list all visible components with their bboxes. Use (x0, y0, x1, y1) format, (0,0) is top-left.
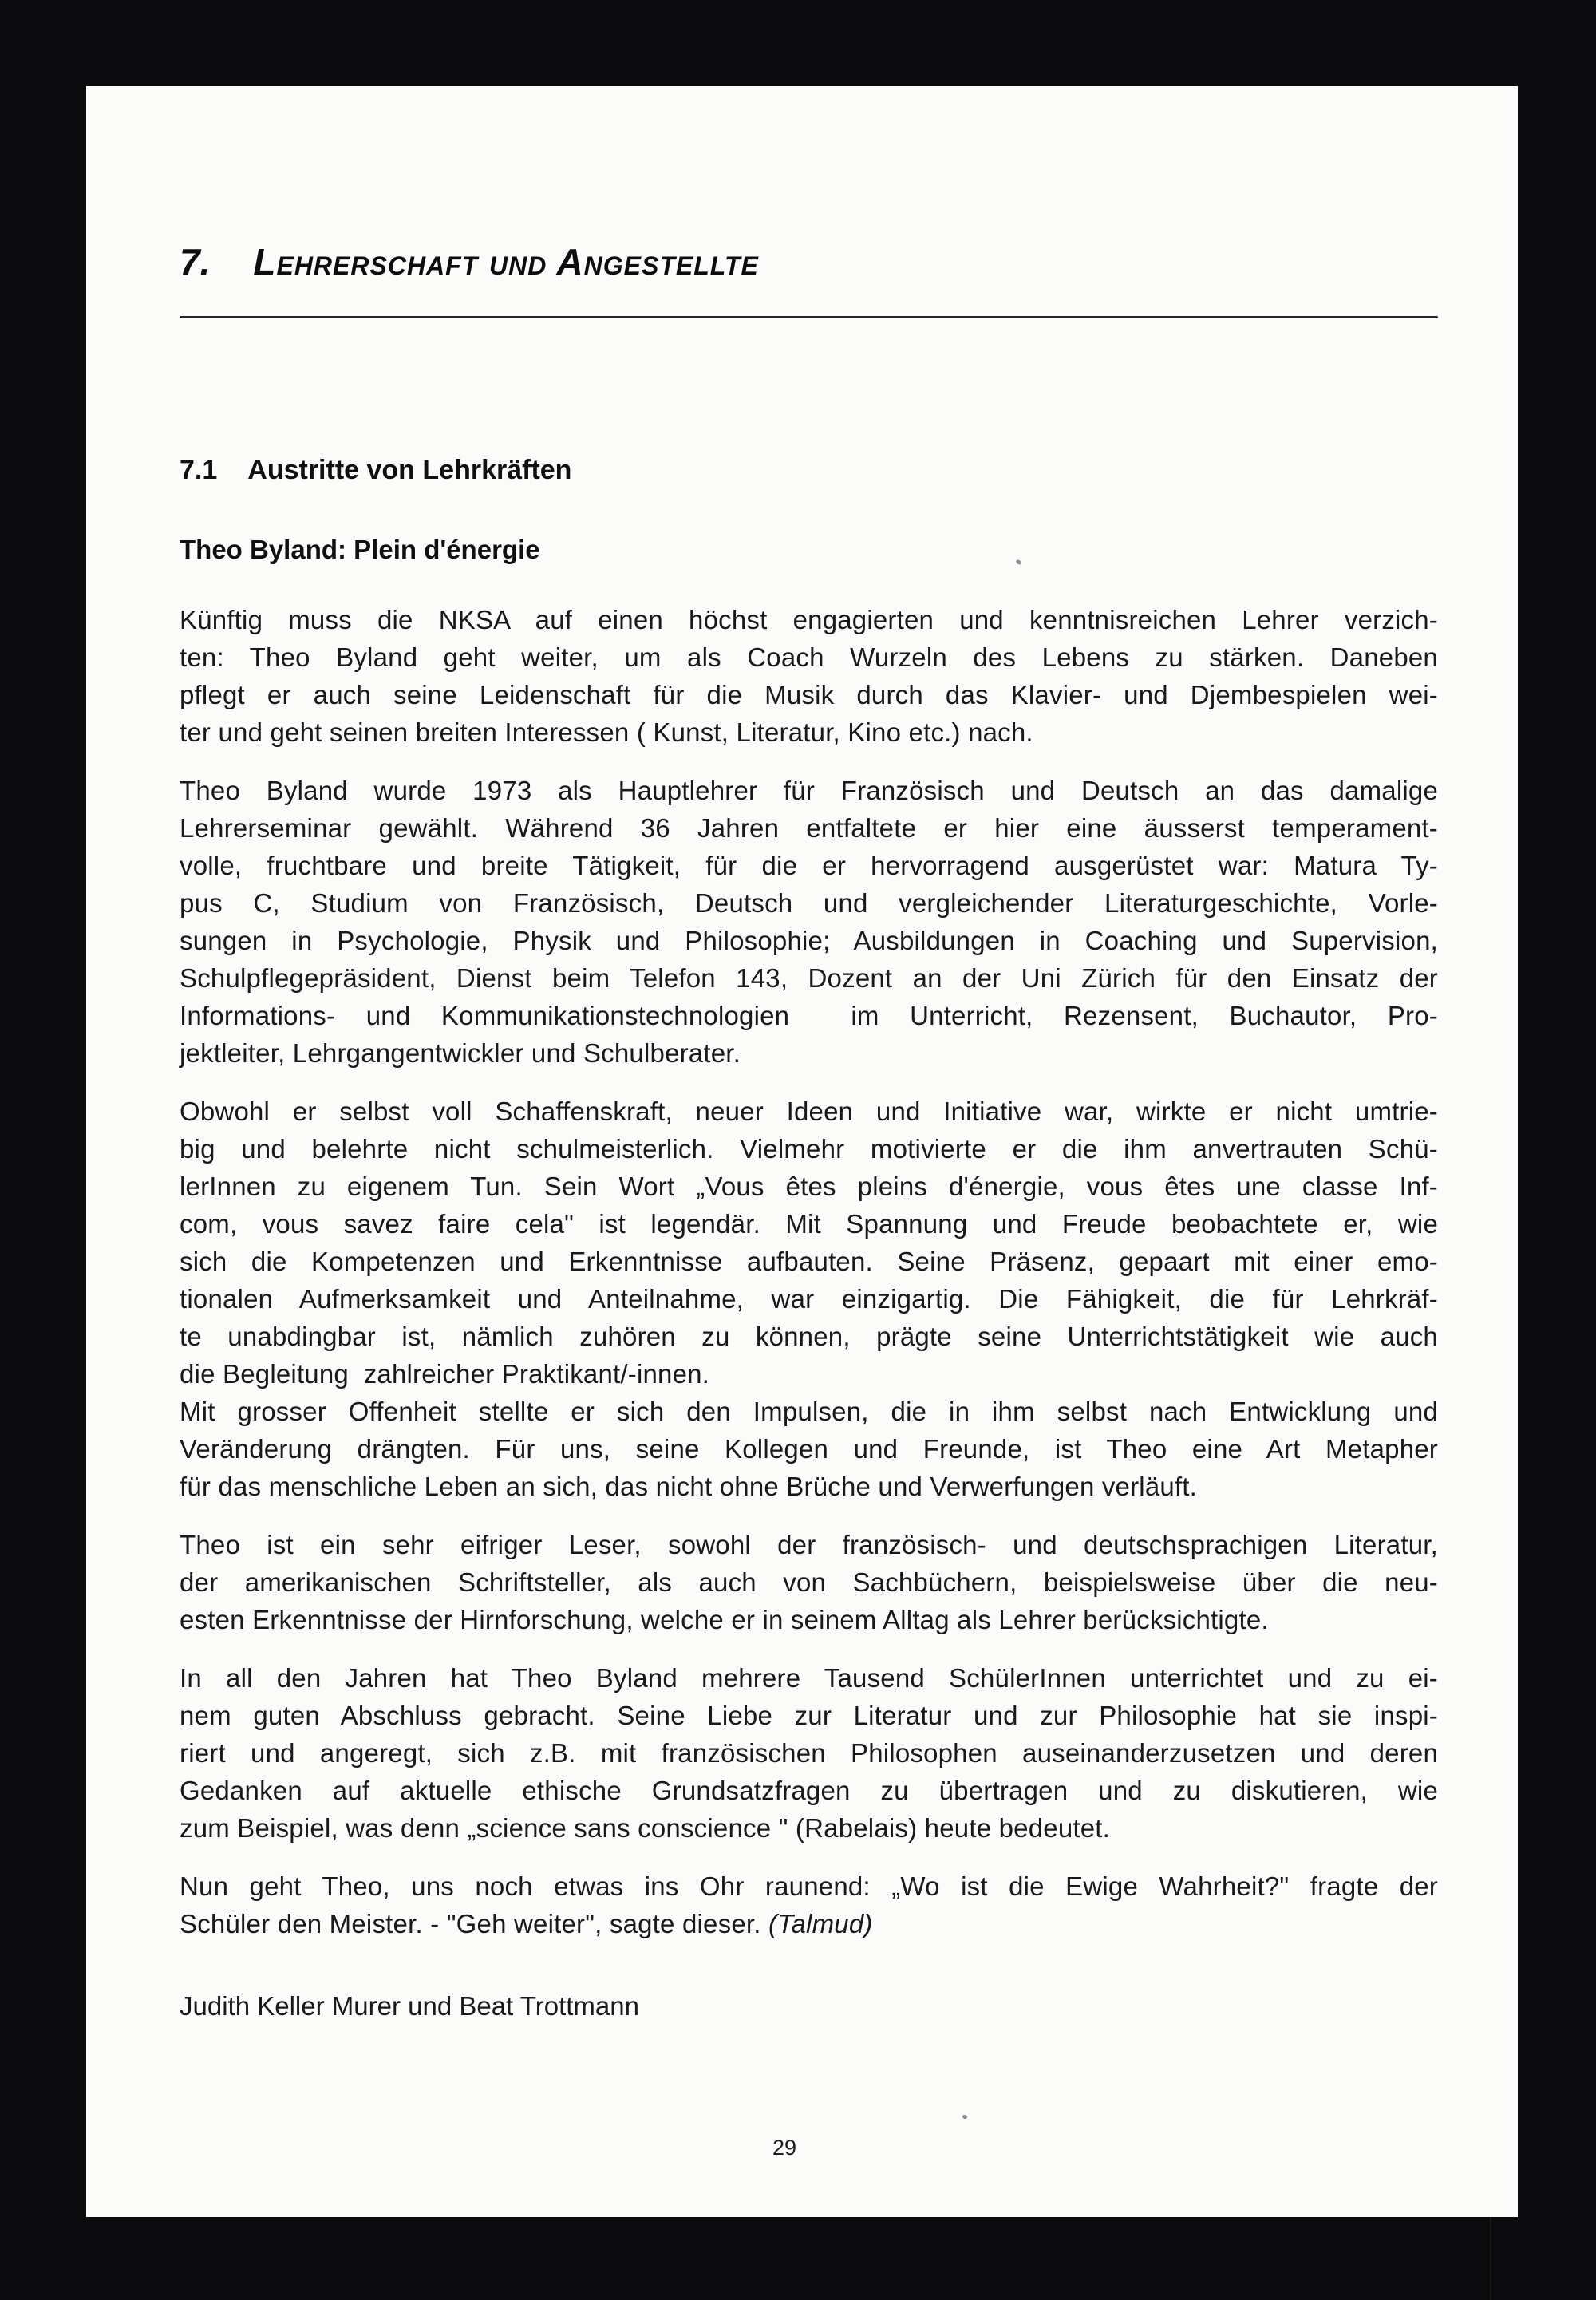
text-line: Nun geht Theo, uns noch etwas ins Ohr raunend: „Wo ist die Ewige Wahrheit?" fragte der (180, 1871, 1438, 1901)
text-line: Lehrerseminar gewählt. Während 36 Jahren entfaltete er hier eine äusserst temperament- (180, 813, 1438, 843)
section-heading (180, 452, 1438, 488)
text-line: Theo ist ein sehr eifriger Leser, sowohl der französisch- und deutschsprachigen Literatur, (180, 1530, 1438, 1559)
chapter-title: Lehrerschaft und Angestellte (253, 241, 759, 283)
text-line: tionalen Aufmerksamkeit und Anteilnahme, war einzigartig. Die Fähigkeit, die für Lehrkräf- (180, 1284, 1438, 1314)
title-underline (180, 316, 1438, 318)
text-line: Theo Byland wurde 1973 als Hauptlehrer für Französisch und Deutsch an das damalige (180, 776, 1438, 805)
document-sheet (86, 86, 1518, 2217)
text-line: jektleiter, Lehrgangentwickler und Schulberater. (180, 1038, 741, 1068)
text-line: für das menschliche Leben an sich, das nicht ohne Brüche und Verwerfungen verläuft. (180, 1472, 1198, 1501)
text-line: In all den Jahren hat Theo Byland mehrere Tausend SchülerInnen unterrichtet und zu ei- (180, 1663, 1438, 1693)
text-line: zum Beispiel, was denn „science sans conscience " (Rabelais) heute bedeutet. (180, 1813, 1111, 1843)
text-line: Obwohl er selbst voll Schaffenskraft, neuer Ideen und Initiative war, wirkte er nicht umtrie- (180, 1097, 1438, 1126)
text-line: Gedanken auf aktuelle ethische Grundsatzfragen zu übertragen und zu diskutieren, wie (180, 1776, 1438, 1805)
signature: Judith Keller Murer und Beat Trottmann (180, 1991, 639, 2021)
section-number: 7.1 (180, 455, 218, 485)
text-line: nem guten Abschluss gebracht. Seine Liebe zur Literatur und zur Philosophie hat sie inspi- (180, 1701, 1438, 1730)
text-line: te unabdingbar ist, nämlich zuhören zu können, prägte seine Unterrichtstätigkeit wie auch (180, 1322, 1438, 1351)
closing-paragraph (180, 1867, 1438, 1942)
text-line: ten: Theo Byland geht weiter, um als Coach Wurzeln des Lebens zu stärken. Daneben (180, 642, 1438, 672)
text-line: lerInnen zu eigenem Tun. Sein Wort „Vous êtes pleins d'énergie, vous êtes une classe Inf- (180, 1172, 1438, 1201)
text-line: Künftig muss die NKSA auf einen höchst engagierten und kenntnisreichen Lehrer verzich- (180, 605, 1438, 634)
article-heading: Theo Byland: Plein d'énergie (180, 535, 540, 564)
section-title: Austritte von Lehrkräften (247, 455, 572, 485)
closing-attribution: (Talmud) (768, 1909, 873, 1938)
scan-crease (1490, 2217, 1491, 2300)
text-line (180, 1905, 1438, 1942)
text-line: der amerikanischen Schriftsteller, als auch von Sachbüchern, beispielsweise über die neu- (180, 1567, 1438, 1597)
text-line: sich die Kompetenzen und Erkenntnisse aufbauten. Seine Präsenz, gepaart mit einer emo- (180, 1247, 1438, 1276)
paragraph-2 (180, 772, 1438, 1072)
text-line: volle, fruchtbare und breite Tätigkeit, für die er hervorragend ausgerüstet war: Matura Ty- (180, 851, 1438, 880)
text-line: ter und geht seinen breiten Interessen ( Kunst, Literatur, Kino etc.) nach. (180, 717, 1033, 747)
paragraph-4 (180, 1526, 1438, 1638)
text-line: big und belehrte nicht schulmeisterlich. Vielmehr motivierte er die ihm anvertrauten Schü- (180, 1134, 1438, 1164)
text-line: Veränderung drängten. Für uns, seine Kollegen und Freunde, ist Theo eine Art Metapher (180, 1434, 1438, 1464)
paragraph-1 (180, 601, 1438, 751)
text-line: Mit grosser Offenheit stellte er sich den Impulsen, die in ihm selbst nach Entwicklung und (180, 1397, 1438, 1426)
page-number: 29 (772, 2136, 797, 2160)
text-line: sungen in Psychologie, Physik und Philosophie; Ausbildungen in Coaching und Supervision, (180, 926, 1438, 955)
text-line: Informations- und Kommunikationstechnologien im Unterricht, Rezensent, Buchautor, Pro- (180, 1001, 1438, 1030)
text-line: riert und angeregt, sich z.B. mit französischen Philosophen auseinanderzusetzen und deren (180, 1738, 1438, 1768)
text-line: die Begleitung zahlreicher Praktikant/-innen. (180, 1359, 710, 1389)
text-line: com, vous savez faire cela" ist legendär. Mit Spannung und Freude beobachtete er, wie (180, 1209, 1438, 1239)
chapter-heading (180, 239, 1438, 284)
closing-text: Schüler den Meister. - "Geh weiter", sagte dieser. (180, 1909, 768, 1938)
text-line: pus C, Studium von Französisch, Deutsch und vergleichender Literaturgeschichte, Vorle- (180, 888, 1438, 918)
paragraph-5 (180, 1659, 1438, 1847)
text-line: pflegt er auch seine Leidenschaft für die Musik durch das Klavier- und Djembespielen wei- (180, 680, 1438, 709)
chapter-number: 7. (180, 241, 211, 283)
page-content (86, 239, 1518, 2025)
paragraph-3 (180, 1093, 1438, 1505)
text-line: esten Erkenntnisse der Hirnforschung, welche er in seinem Alltag als Lehrer berücksichtigte. (180, 1605, 1269, 1634)
text-line: Schulpflegepräsident, Dienst beim Telefon 143, Dozent an der Uni Zürich für den Einsatz der (180, 963, 1438, 993)
